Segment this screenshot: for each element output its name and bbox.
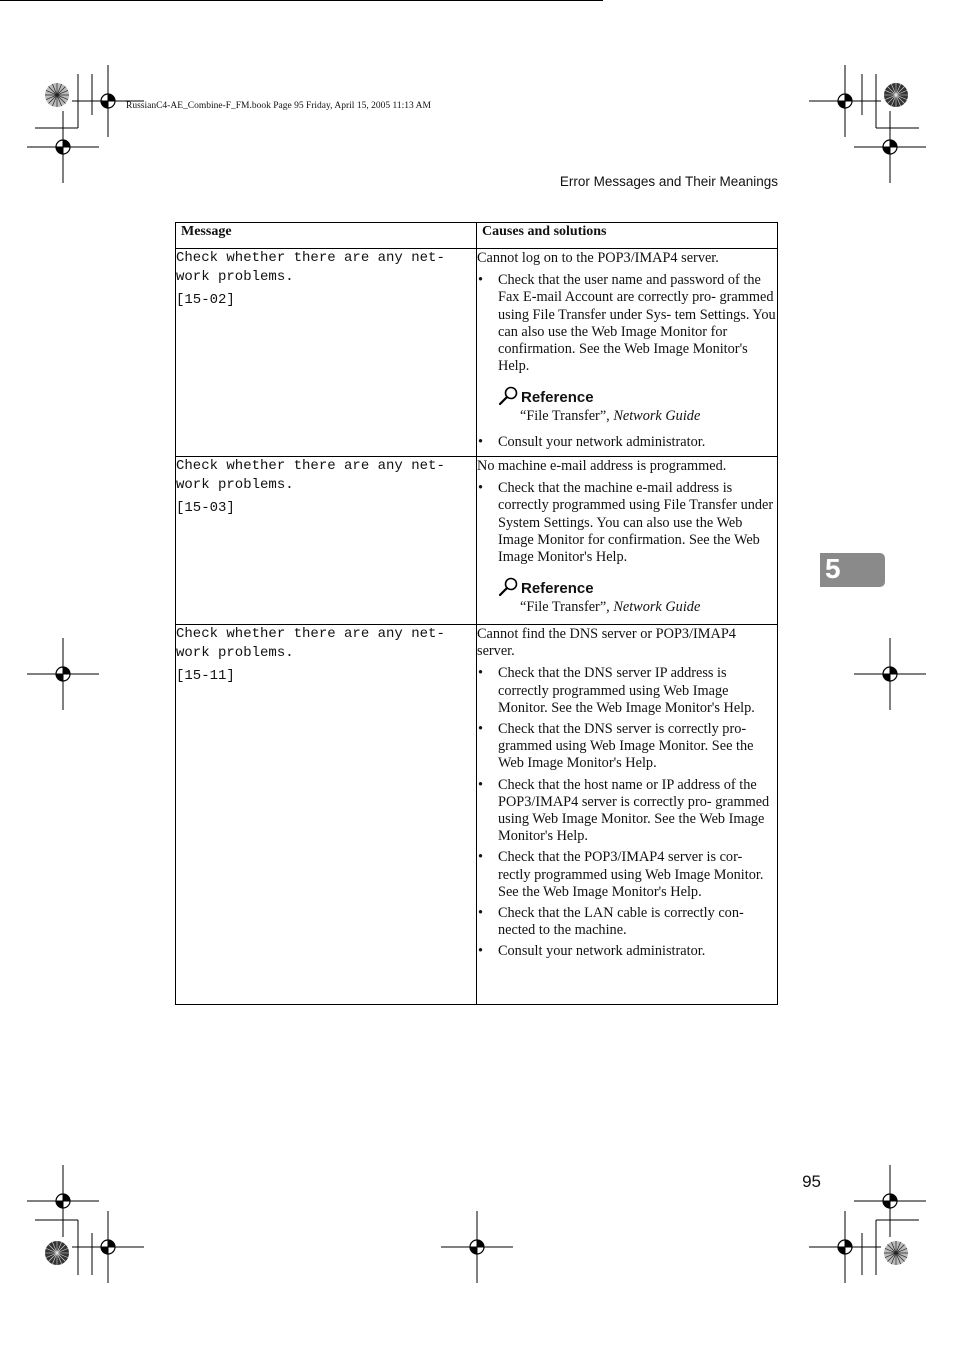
list-item-text: Check that the host name or IP address of the POP3/IMAP4 server is correctly pro- grammed using Web Image Monitor. See the Web Image Monitor's Help. (498, 776, 770, 845)
reference-title: Reference (521, 580, 594, 598)
header-causes: Causes and solutions (477, 223, 778, 249)
cause-intro: Cannot find the DNS server or POP3/IMAP4 server. (477, 626, 736, 660)
bullet-icon: • (478, 721, 484, 738)
bullet-icon: • (478, 905, 484, 922)
bullet-icon: • (478, 433, 484, 450)
list-item (477, 434, 777, 451)
causes-cell (477, 457, 778, 625)
message-line: work problems. (176, 645, 294, 661)
bullet-icon: • (478, 776, 484, 793)
bullet-icon: • (478, 272, 484, 289)
list-item (477, 943, 777, 960)
error-code: [15-02] (176, 292, 235, 308)
cause-intro: Cannot log on to the POP3/IMAP4 server. (477, 250, 719, 266)
reference-text: “File Transfer”, (520, 599, 614, 616)
list-item (477, 272, 777, 375)
message-line: work problems. (176, 269, 294, 285)
list-item-text: Check that the LAN cable is correctly con- nected to the machine. (498, 905, 744, 939)
message-line: Check whether there are any net- (176, 458, 445, 474)
reference-title: Reference (521, 389, 594, 407)
message-cell (176, 249, 477, 457)
table-row (176, 457, 778, 625)
page-number: 95 (802, 1172, 821, 1191)
bullet-icon: • (478, 665, 484, 682)
list-item-text: Consult your network administrator. (498, 433, 706, 450)
list-item-text: Check that the user name and password of the Fax E-mail Account are correctly pro- grammed using File Transfer under Sys- tem Settings. You can also use the Web Image Monitor for confirmation. See the Web Image Monitor's Help. (498, 272, 776, 375)
magnifier-icon (498, 577, 520, 597)
bullet-icon: • (478, 943, 484, 960)
reference-block (498, 577, 777, 616)
running-head: Error Messages and Their Meanings (559, 174, 778, 189)
print-info: RussianC4-AE_Combine-F_FM.book Page 95 Friday, April 15, 2005 11:13 AM (126, 101, 431, 111)
list-item-text: Consult your network administrator. (498, 943, 706, 960)
message-cell (176, 625, 477, 1005)
message-line: Check whether there are any net- (176, 626, 445, 642)
bullet-icon: • (478, 849, 484, 866)
list-item-text: Check that the DNS server is correctly pro- grammed using Web Image Monitor. See the Web Image Monitor's Help. (498, 721, 754, 772)
causes-cell (477, 249, 778, 457)
list-item (477, 849, 777, 901)
cause-intro: No machine e-mail address is programmed. (477, 458, 727, 474)
list-item (477, 905, 777, 939)
message-line: work problems. (176, 477, 294, 493)
chapter-tab (820, 553, 885, 587)
list-item-text: Check that the POP3/IMAP4 server is cor- rectly programmed using Web Image Monitor. See the Web Image Monitor's Help. (498, 849, 764, 900)
chapter-number: 5 (825, 553, 841, 584)
list-item (477, 721, 777, 773)
table-row (176, 249, 778, 457)
reference-guide: Network Guide (613, 599, 701, 616)
list-item (477, 777, 777, 846)
causes-cell (477, 625, 778, 1005)
header-message: Message (176, 223, 477, 249)
magnifier-icon (498, 386, 520, 406)
bullet-icon: • (478, 480, 484, 497)
list-item (477, 480, 777, 566)
error-code: [15-03] (176, 500, 235, 516)
reference-guide: Network Guide (613, 408, 701, 425)
list-item-text: Check that the DNS server IP address is correctly programmed using Web Image Monitor. See the Web Image Monitor's Help. (498, 665, 755, 716)
reference-block (498, 386, 777, 425)
message-cell (176, 457, 477, 625)
error-messages-table (175, 222, 778, 1005)
message-line: Check whether there are any net- (176, 250, 445, 266)
table-row (176, 625, 778, 1005)
reference-text: “File Transfer”, (520, 408, 614, 425)
table-header-row (176, 223, 778, 249)
error-code: [15-11] (176, 668, 235, 684)
list-item (477, 665, 777, 717)
list-item-text: Check that the machine e-mail address is correctly programmed using File Transfer under System Settings. You can also use the Web Image Monitor for confirmation. See the Web Image Monitor's Help. (498, 480, 774, 566)
